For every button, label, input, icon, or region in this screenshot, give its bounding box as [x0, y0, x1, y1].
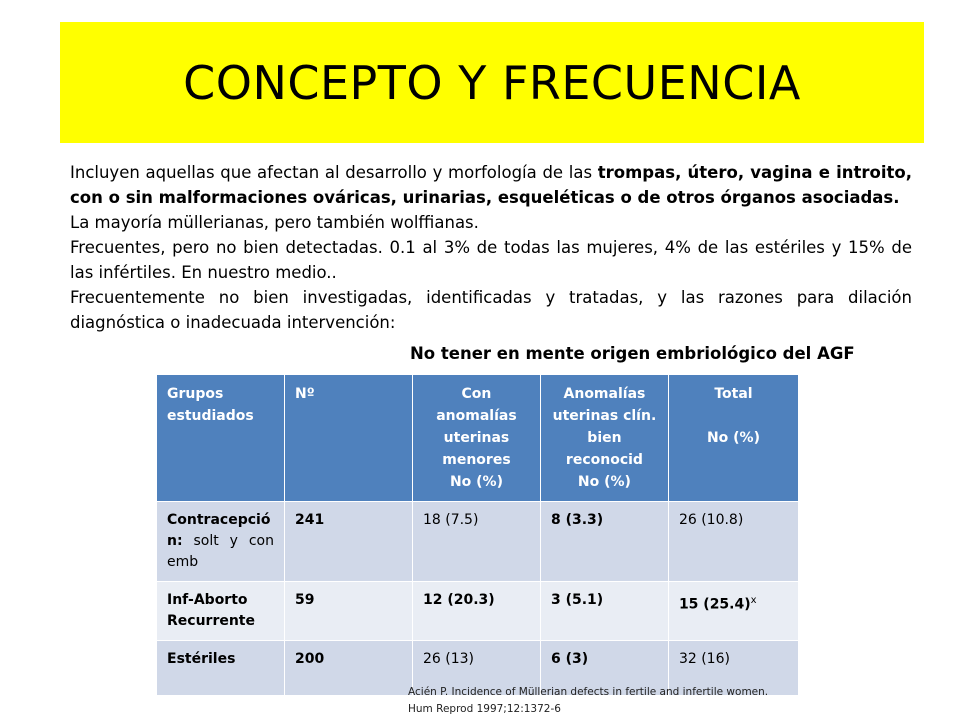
- paragraph-4: Frecuentemente no bien investigadas, identificadas y tratadas, y las razones para dilación diagnóstica o inadecuada intervención:: [70, 288, 912, 332]
- cell-n: 59: [284, 582, 412, 641]
- cell-total: 32 (16): [668, 641, 798, 696]
- paragraph-2: La mayoría müllerianas, pero también wolffianas.: [70, 213, 479, 232]
- cell-minor: 26 (13): [412, 641, 540, 696]
- paragraph-1: [70, 160, 912, 210]
- citation-line-1: Acién P. Incidence of Müllerian defects in fertile and infertile women.: [408, 686, 769, 698]
- citation: [408, 684, 768, 718]
- cell-n: 241: [284, 502, 412, 582]
- paragraph-3: Frecuentes, pero no bien detectadas. 0.1 al 3% de todas las mujeres, 4% de las estériles y 15% de las infértiles. En nuestro medio..: [70, 238, 912, 282]
- paragraph-1-plain: Incluyen aquellas que afectan al desarrollo y morfología de las: [70, 163, 598, 182]
- table-header-row: [157, 375, 799, 502]
- cell-n: 200: [284, 641, 412, 696]
- frequency-table: [156, 374, 799, 696]
- body-text: [70, 160, 912, 335]
- cell-group: Contracepció n: solt y con emb: [157, 502, 285, 582]
- cell-total: 26 (10.8): [668, 502, 798, 582]
- header-total: Total No (%): [668, 375, 798, 502]
- header-minor-anomalies: Con anomalías uterinas menores No (%): [412, 375, 540, 502]
- header-number: Nº: [284, 375, 412, 502]
- title-banner: [60, 22, 924, 143]
- cell-group: Estériles: [157, 641, 285, 696]
- subheading: No tener en mente origen embriológico del AGF: [410, 344, 855, 363]
- page-title: CONCEPTO Y FRECUENCIA: [183, 55, 801, 110]
- cell-total: 15 $(25.4)^x$: [668, 582, 798, 641]
- table-row: [157, 502, 799, 582]
- header-clinical-anomalies: Anomalías uterinas clín. bien reconocid No (%): [540, 375, 668, 502]
- cell-minor: 12 (20.3): [412, 582, 540, 641]
- cell-clinical: 8 (3.3): [540, 502, 668, 582]
- citation-line-2: Hum Reprod 1997;12:1372-6: [408, 703, 561, 715]
- cell-clinical: 6 (3): [540, 641, 668, 696]
- superscript-mark: x: [750, 595, 757, 606]
- header-groups: Grupos estudiados: [157, 375, 285, 502]
- cell-minor: 18 (7.5): [412, 502, 540, 582]
- table-row: [157, 582, 799, 641]
- cell-group: Inf-Aborto Recurrente: [157, 582, 285, 641]
- cell-clinical: 3 (5.1): [540, 582, 668, 641]
- paragraph-1-bold: trompas, útero, vagina e introito, con o sin malformaciones ováricas, urinarias, esqueléticas o de otros órganos asociadas.: [70, 163, 913, 207]
